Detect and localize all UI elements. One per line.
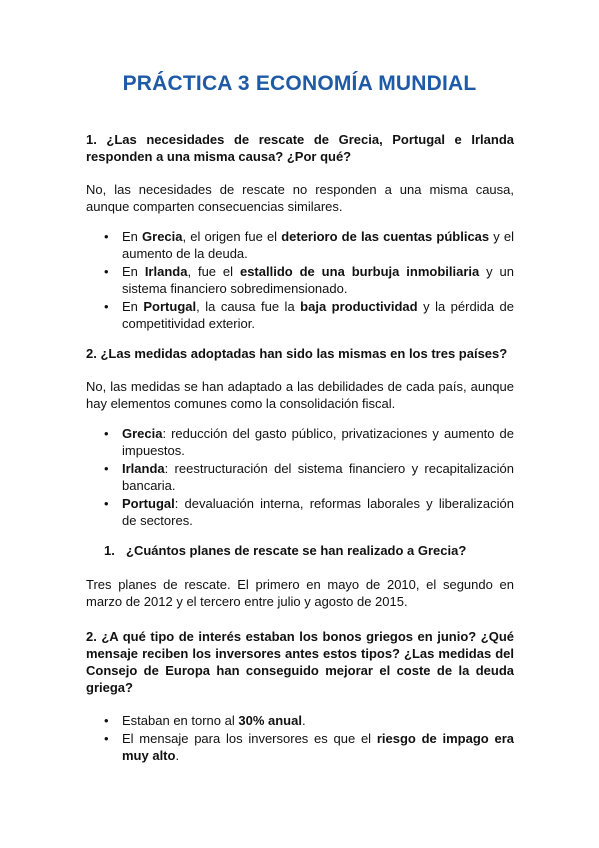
question-1: 1. ¿Las necesidades de rescate de Grecia, Portugal e Irlanda responden a una misma causa? ¿Por qué? <box>86 132 514 164</box>
list-item: • Estaban en torno al 30% anual. <box>104 713 306 728</box>
bullet-icon: • <box>104 426 109 441</box>
bullet-list-4 <box>86 712 514 765</box>
bullet-icon: • <box>104 229 109 244</box>
bullet-icon: • <box>104 713 109 728</box>
question-4: 2. ¿A qué tipo de interés estaban los bonos griegos en junio? ¿Qué mensaje reciben los inversores antes estos tipos? ¿Las medidas del Consejo de Europa han conseguido mejorar el coste de la deuda griega? <box>86 629 514 695</box>
question-number: 1. <box>104 543 115 558</box>
list-item: • En Portugal, la causa fue la baja productividad y la pérdida de competitividad exterior. <box>104 299 514 331</box>
answer-3: Tres planes de rescate. El primero en mayo de 2010, el segundo en marzo de 2012 y el tercero entre julio y agosto de 2015. <box>86 577 514 609</box>
list-item: • Portugal: devaluación interna, reformas laborales y liberalización de sectores. <box>104 496 514 528</box>
bullet-icon: • <box>104 731 109 746</box>
list-item: • Grecia: reducción del gasto público, privatizaciones y aumento de impuestos. <box>104 426 514 458</box>
bullet-list-2 <box>86 425 514 530</box>
bullet-icon: • <box>104 264 109 279</box>
question-3-text: ¿Cuántos planes de rescate se han realizado a Grecia? <box>126 543 467 558</box>
bullet-icon: • <box>104 496 109 511</box>
answer-2: No, las medidas se han adaptado a las debilidades de cada país, aunque hay elementos comunes como la consolidación fiscal. <box>86 379 514 411</box>
list-item: • Irlanda: reestructuración del sistema financiero y recapitalización bancaria. <box>104 461 514 493</box>
answer-1: No, las necesidades de rescate no responden a una misma causa, aunque comparten consecuencias similares. <box>86 182 514 214</box>
list-item: • En Grecia, el origen fue el deterioro de las cuentas públicas y el aumento de la deuda. <box>104 229 515 261</box>
bullet-list-1 <box>86 228 514 333</box>
question-2: 2. ¿Las medidas adoptadas han sido las mismas en los tres países? <box>86 346 508 361</box>
question-3 <box>104 542 514 559</box>
list-item: • En Irlanda, fue el estallido de una burbuja inmobiliaria y un sistema financiero sobredimensionado. <box>104 264 515 296</box>
list-item: • El mensaje para los inversores es que el riesgo de impago era muy alto. <box>104 731 514 763</box>
bullet-icon: • <box>104 299 109 314</box>
page-title: PRÁCTICA 3 ECONOMÍA MUNDIAL <box>122 72 477 95</box>
bullet-icon: • <box>104 461 109 476</box>
